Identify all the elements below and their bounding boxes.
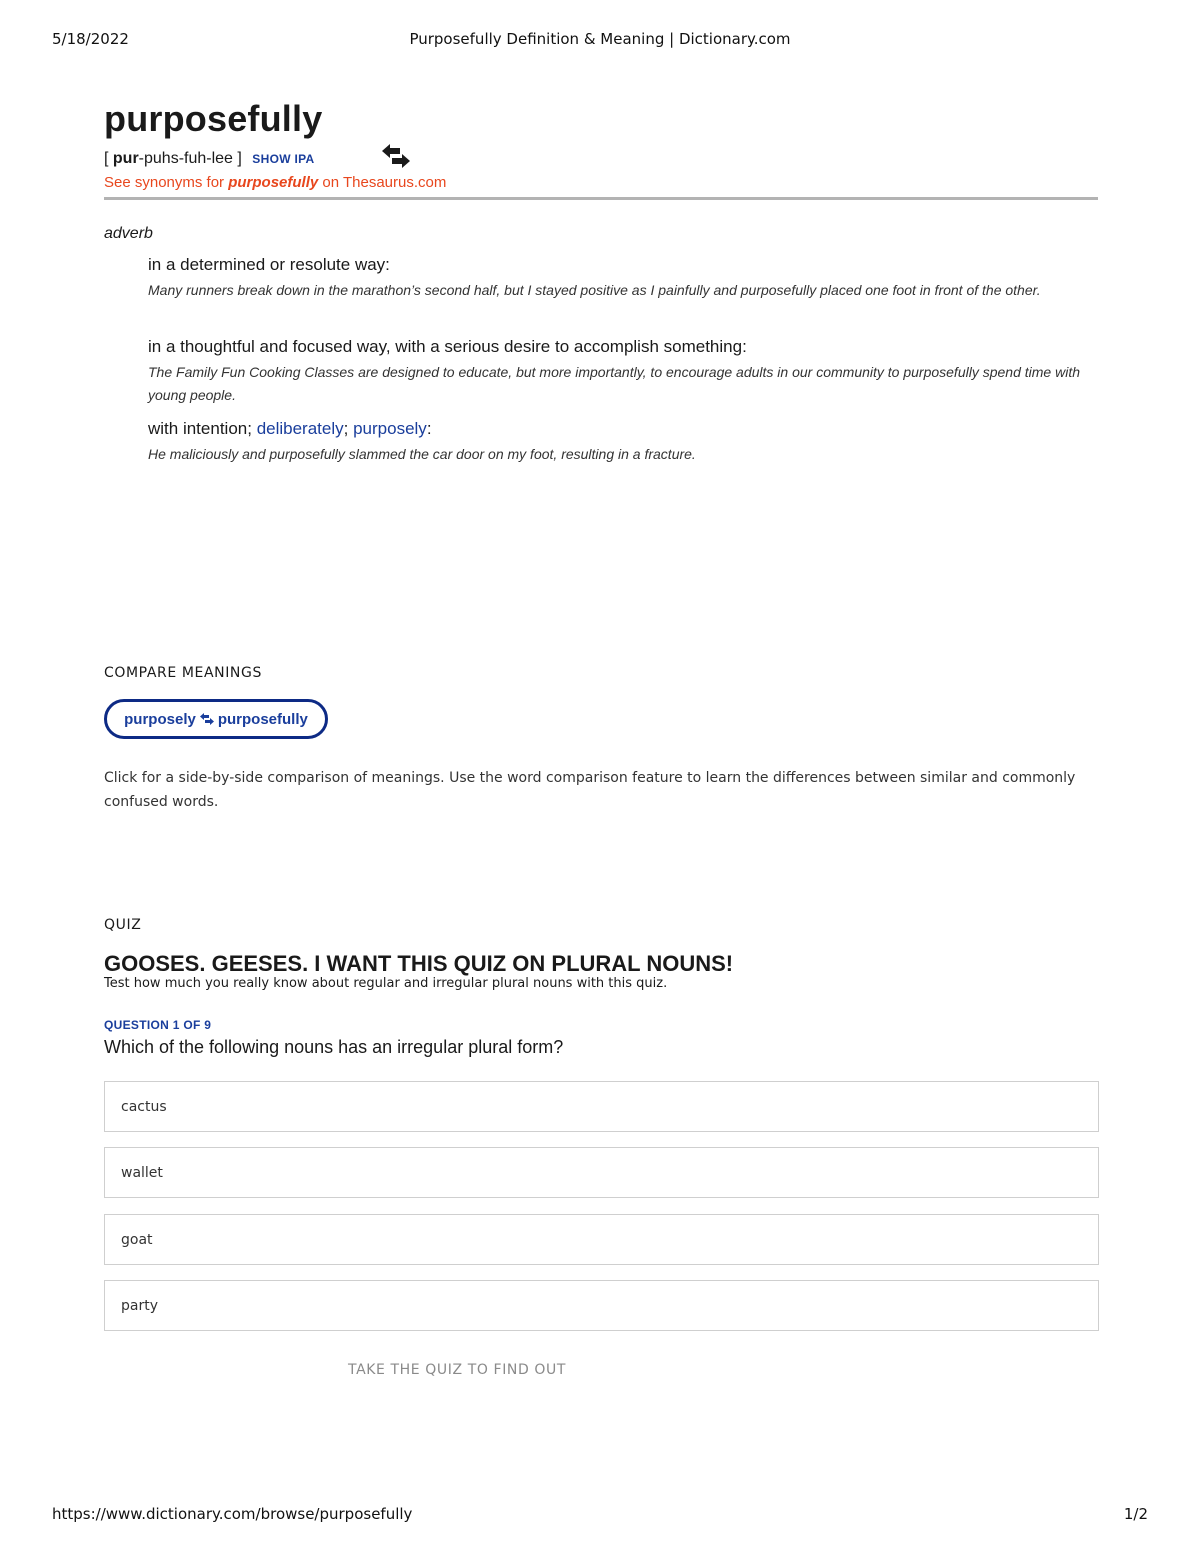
part-of-speech: adverb bbox=[104, 225, 153, 242]
question-text: Which of the following nouns has an irregular plural form? bbox=[104, 1037, 564, 1057]
definition-separator: ; bbox=[343, 419, 354, 438]
thesaurus-prefix: See synonyms for bbox=[104, 174, 229, 191]
print-page-title: Purposefully Definition & Meaning | Dictionary.com bbox=[409, 30, 791, 48]
pron-open: [ bbox=[104, 150, 113, 167]
compare-meanings-label: COMPARE MEANINGS bbox=[104, 665, 262, 681]
link-purposely[interactable]: purposely bbox=[353, 419, 427, 438]
definition-example: He maliciously and purposefully slammed the car door on my foot, resulting in a fracture. bbox=[148, 446, 696, 462]
compare-word-1: purposely bbox=[124, 710, 196, 728]
compare-description: Click for a side-by-side comparison of meanings. Use the word comparison feature to learn the differences between similar and commonly confused words. bbox=[104, 770, 1076, 810]
definition-example: Many runners break down in the marathon’s second half, but I stayed positive as I painfully and purposefully placed one foot in front of the other. bbox=[148, 282, 1041, 298]
pronunciation bbox=[104, 150, 314, 168]
divider bbox=[104, 197, 1098, 200]
thesaurus-suffix: on Thesaurus.com bbox=[318, 174, 447, 191]
definition-text: in a determined or resolute way: bbox=[148, 255, 390, 274]
definition-example: The Family Fun Cooking Classes are designed to educate, but more importantly, to encourage adults in our community to purposefully spend time with young people. bbox=[148, 364, 1080, 403]
thesaurus-link[interactable] bbox=[104, 174, 446, 191]
definition-1 bbox=[148, 254, 1088, 302]
swap-arrows-icon[interactable] bbox=[380, 142, 412, 170]
quiz-option-cactus[interactable]: cactus bbox=[104, 1081, 1099, 1132]
definition-2 bbox=[148, 336, 1088, 407]
pron-stress: pur bbox=[112, 150, 139, 167]
quiz-subtitle: Test how much you really know about regular and irregular plural nouns with this quiz. bbox=[104, 976, 668, 991]
quiz-option-goat[interactable]: goat bbox=[104, 1214, 1099, 1265]
quiz-option-wallet[interactable]: wallet bbox=[104, 1147, 1099, 1198]
compare-word-2: purposefully bbox=[217, 710, 308, 728]
print-page-number: 1/2 bbox=[1123, 1505, 1148, 1523]
pron-rest: -puhs-fuh-lee ] bbox=[138, 150, 242, 167]
quiz-label: QUIZ bbox=[104, 917, 142, 933]
definition-text-suffix: : bbox=[426, 419, 432, 438]
question-number: QUESTION 1 OF 9 bbox=[104, 1018, 212, 1032]
print-header bbox=[52, 30, 1148, 50]
definition-text: in a thoughtful and focused way, with a serious desire to accomplish something: bbox=[148, 337, 747, 356]
link-deliberately[interactable]: deliberately bbox=[256, 419, 344, 438]
definition-text-prefix: with intention; bbox=[148, 419, 257, 438]
quiz-title: GOOSES. GEESES. I WANT THIS QUIZ ON PLURAL NOUNS! bbox=[104, 951, 734, 976]
thesaurus-word: purposefully bbox=[228, 174, 319, 191]
print-footer bbox=[52, 1505, 1148, 1525]
take-quiz-button[interactable]: TAKE THE QUIZ TO FIND OUT bbox=[348, 1362, 567, 1378]
show-ipa-button[interactable]: SHOW IPA bbox=[252, 152, 315, 166]
print-url: https://www.dictionary.com/browse/purposefully bbox=[52, 1505, 413, 1523]
definition-3 bbox=[148, 418, 1088, 466]
quiz-option-party[interactable]: party bbox=[104, 1280, 1099, 1331]
swap-arrows-icon bbox=[199, 712, 215, 726]
definition-text bbox=[148, 418, 1088, 440]
compare-button[interactable] bbox=[104, 699, 328, 739]
headword: purposefully bbox=[104, 98, 323, 139]
print-date: 5/18/2022 bbox=[52, 30, 129, 48]
